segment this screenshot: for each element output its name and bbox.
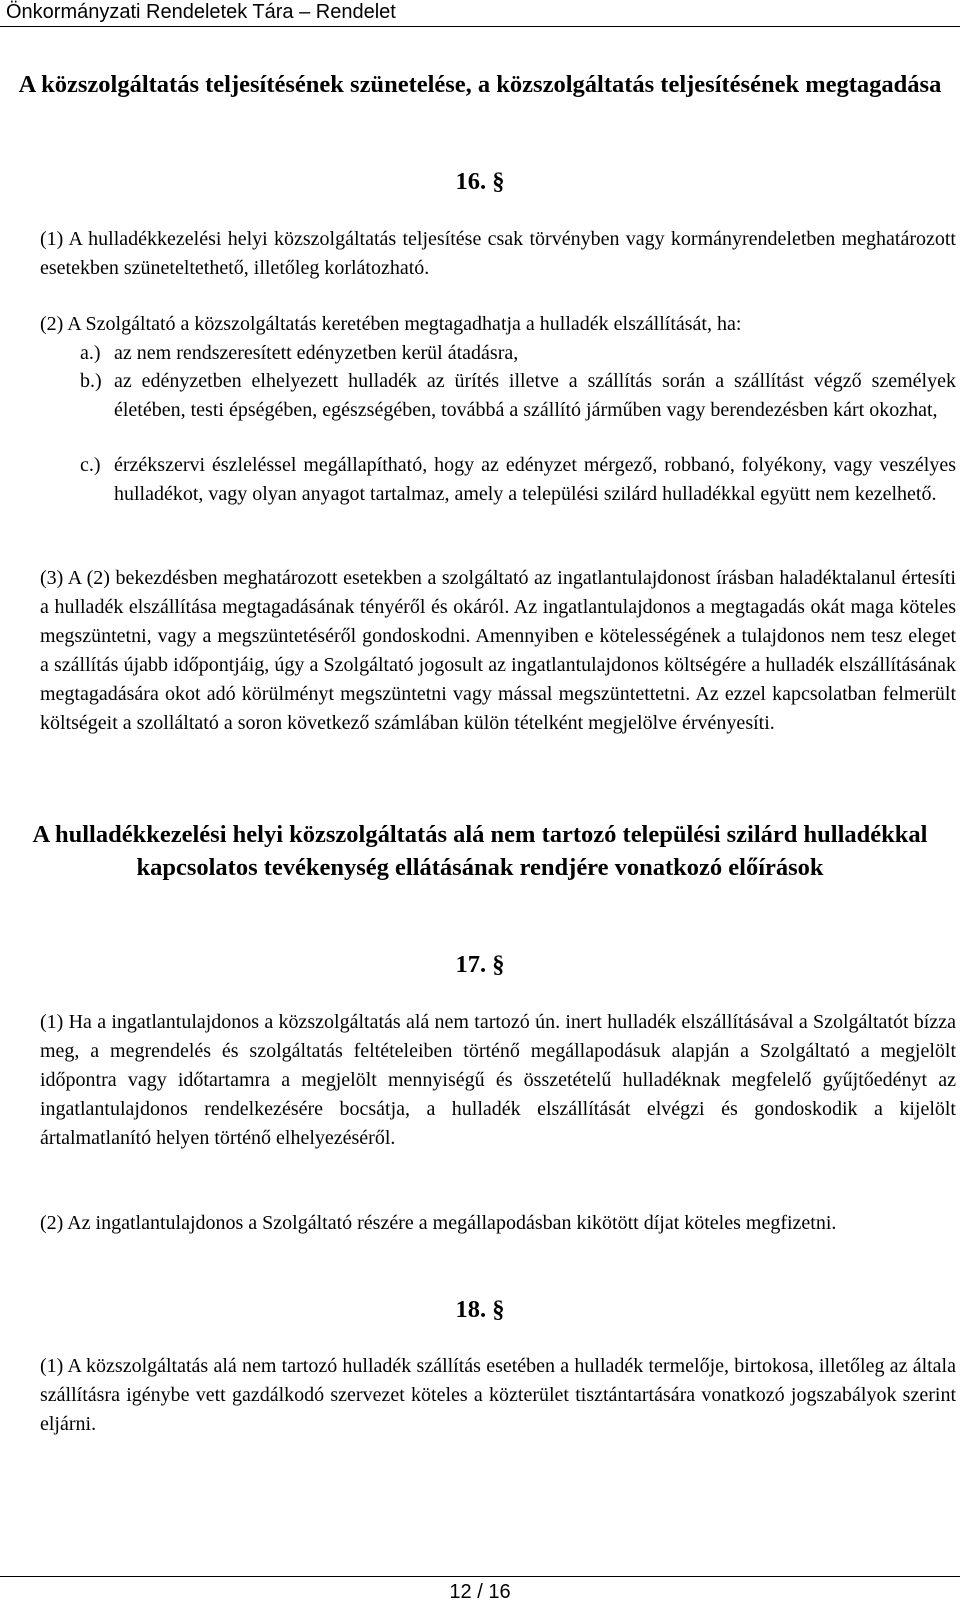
paragraph-16-2: (2) A Szolgáltató a közszolgáltatás keretében megtagadhatja a hulladék elszállítását, ha:	[40, 313, 742, 335]
page-number: 12 / 16	[449, 1581, 511, 1603]
list-item-text: az edényzetben elhelyezett hulladék az ürítés illetve a szállítás során a szállítást végző személyek életében, testi épségében, egészségében, továbbá a szállító járműben vagy berendezésben kárt okozhat,	[114, 370, 956, 421]
paragraph-17-1: (1) Ha a ingatlantulajdonos a közszolgáltatás alá nem tartozó ún. inert hulladék elszállításával a Szolgáltatót bízza meg, a megrendelés és szolgáltatás feltételeiben történő megállapodásuk alapján a Szolgáltató a megjelölt időpontra vagy időtartamra a megjelölt mennyiségű és összetételű hulladéknak megfelelő gyűjtőedényt az ingatlantulajdonos rendelkezésére bocsátja, a hulladék elszállítását elvégzi és gondoskodik a kijelölt ártalmatlanító helyen történő elhelyezéséről.	[40, 1011, 956, 1149]
paragraph-18-1: (1) A közszolgáltatás alá nem tartozó hulladék szállítás esetében a hulladék termelője, birtokosa, illetőleg az általa szállításra igénybe vett gazdálkodó szervezet köteles a közterület tisztántartására vonatkozó jogszabályok szerint eljárni.	[40, 1355, 956, 1435]
paragraph-17-2: (2) Az ingatlantulajdonos a Szolgáltató részére a megállapodásban kikötött díjat köteles megfizetni.	[40, 1212, 837, 1234]
list-item-16-2-c	[80, 451, 956, 509]
section-number-18: 18. §	[455, 1296, 505, 1323]
list-item-text: az nem rendszeresített edényzetben kerül átadásra,	[114, 342, 519, 364]
section-number-17: 17. §	[455, 951, 505, 978]
list-marker: c.)	[80, 454, 101, 476]
paragraph-16-1: (1) A hulladékkezelési helyi közszolgáltatás teljesítése csak törvényben vagy kormányrendeletben meghatározott esetekben szüneteltethető, illetőleg korlátozható.	[40, 228, 956, 279]
section-number-16: 16. §	[455, 168, 505, 195]
section-heading-non-public-waste: A hulladékkezelési helyi közszolgáltatás alá nem tartozó települési szilárd hulladékkal kapcsolatos tevékenység ellátásának rendjére vonatkozó előírások	[32, 821, 928, 881]
list-marker: b.)	[80, 370, 102, 392]
paragraph-16-3: (3) A (2) bekezdésben meghatározott esetekben a szolgáltató az ingatlantulajdonost írásban haladéktalanul értesíti a hulladék elszállítása megtagadásának tényéről és okáról. Az ingatlantulajdonos a megtagadás okát maga köteles megszüntetni, vagy a megszüntetéséről gondoskodni. Amennyiben e kötelességének a tulajdonos nem tesz eleget a szállítás újabb időpontjáig, úgy a Szolgáltató jogosult az ingatlantulajdonos költségére a hulladék elszállításának megtagadására okot adó körülményt megszüntetni vagy mással megszüntettetni. Az ezzel kapcsolatban felmerült költségeit a szolláltató a soron következő számlában külön tételként megjelölve érvényesíti.	[40, 567, 956, 734]
list-item-16-2-a	[80, 339, 956, 368]
list-marker: a.)	[80, 342, 101, 364]
list-item-16-2-b	[80, 367, 956, 425]
document-header: Önkormányzati Rendeletek Tára – Rendelet	[6, 1, 396, 23]
header-rule	[0, 26, 960, 27]
section-heading-suspension: A közszolgáltatás teljesítésének szünetelése, a közszolgáltatás teljesítésének megtagadása	[18, 71, 942, 98]
footer-rule	[0, 1576, 960, 1577]
list-item-text: érzékszervi észleléssel megállapítható, hogy az edényzet mérgező, robbanó, folyékony, vagy veszélyes hulladékot, vagy olyan anyagot tartalmaz, amely a települési szilárd hulladékkal együtt nem kezelhető.	[114, 454, 956, 505]
